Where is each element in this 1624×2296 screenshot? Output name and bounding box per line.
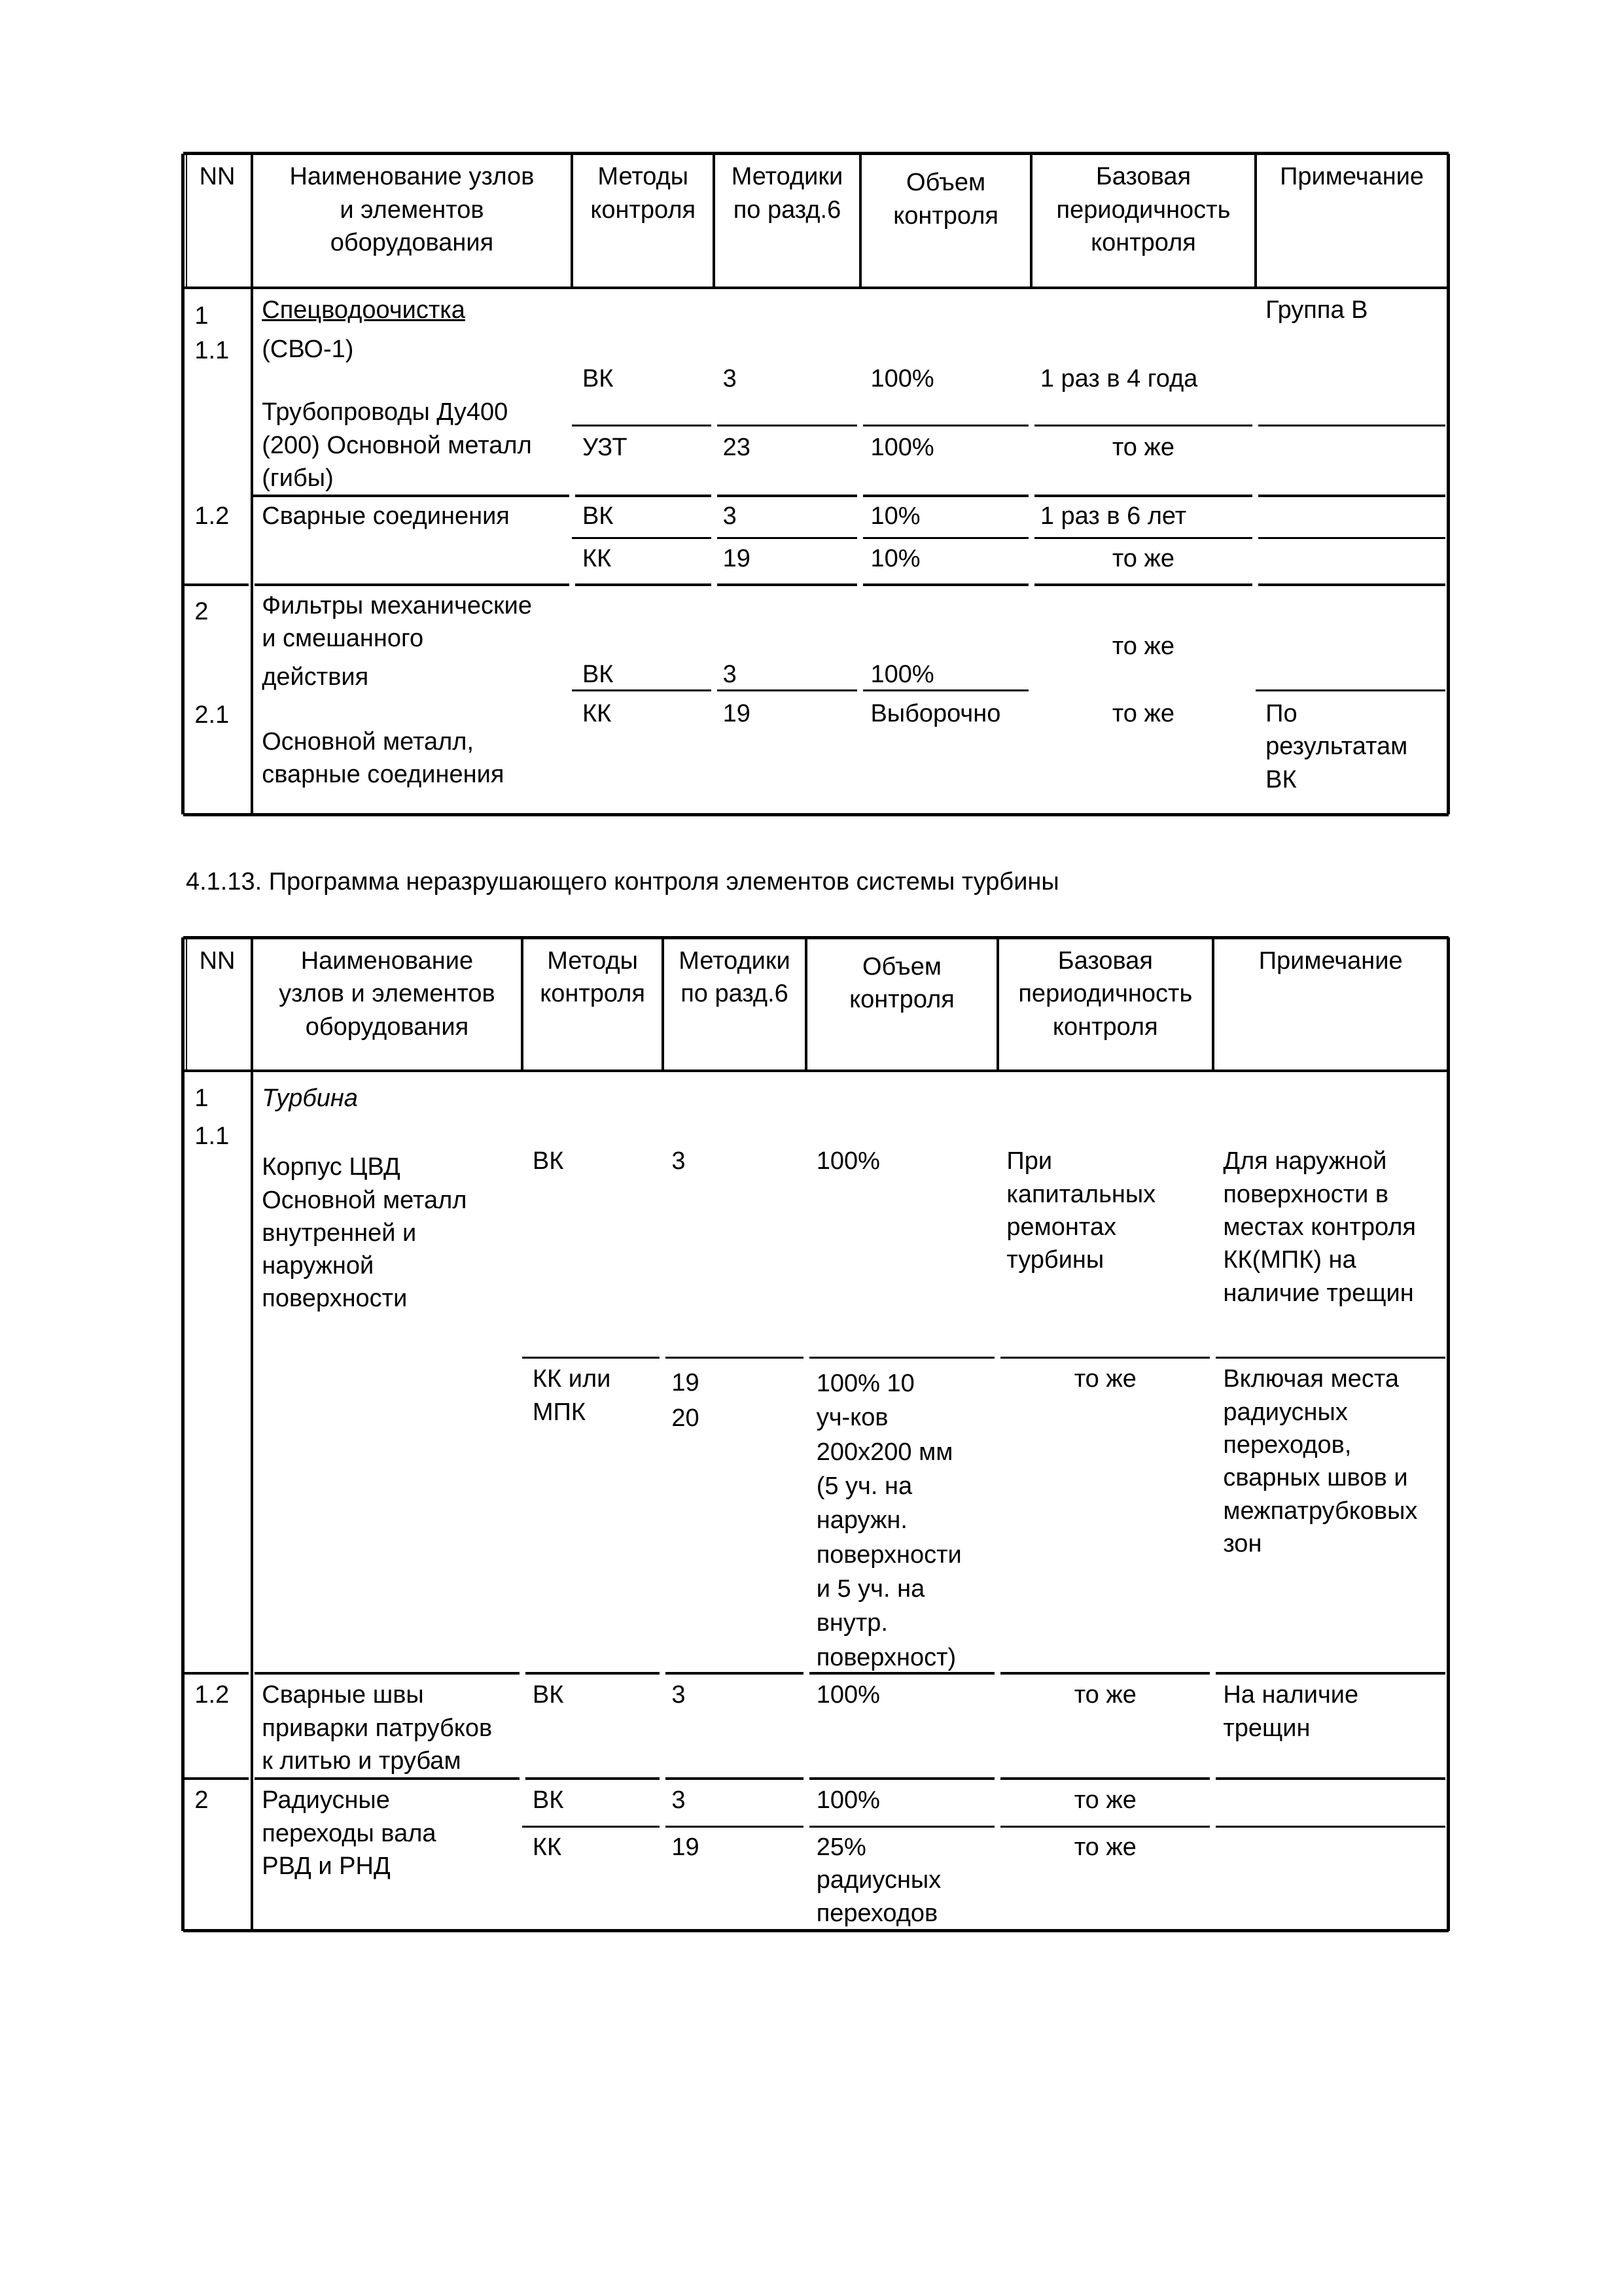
n12: 1.2 xyxy=(194,1681,230,1709)
column-header-note: Примечание xyxy=(1280,163,1424,191)
table-rule xyxy=(809,1777,995,1780)
table-rule xyxy=(183,936,1449,939)
n21: 2.1 xyxy=(194,701,230,729)
table-rule xyxy=(181,937,185,1930)
n2: 2 xyxy=(194,1786,209,1815)
table-rule xyxy=(183,152,1449,155)
column-header-volume: Объем контроля xyxy=(893,169,998,230)
r1-method: ВК xyxy=(582,364,614,392)
r3-period: 1 раз в 6 лет xyxy=(1040,502,1187,531)
table-rule xyxy=(575,583,711,586)
table-rule xyxy=(183,583,249,586)
r6-period: то же xyxy=(1112,700,1175,728)
table-rule xyxy=(1256,689,1446,691)
r3-method: ВК xyxy=(582,502,614,531)
table-rule xyxy=(717,689,858,691)
table-rule xyxy=(1258,425,1445,426)
r1-volume: 100% xyxy=(870,364,934,392)
item2-name-end: действия xyxy=(262,663,369,691)
table-rule xyxy=(572,425,711,426)
column-header-period: Базовая периодичность контроля xyxy=(1018,947,1193,1041)
table-rule xyxy=(575,495,711,497)
r1-methodic: 3 xyxy=(722,364,737,392)
table-rule xyxy=(1212,937,1214,1070)
section-caption: 4.1.13. Программа неразрушающего контроля элементов системы турбины xyxy=(185,868,1059,896)
r1-note: Для наружной поверхности в местах контроля КК(МПК) на наличие трещин xyxy=(1223,1147,1416,1307)
r3-methodic: 3 xyxy=(671,1681,686,1709)
table-rule xyxy=(1216,1672,1445,1675)
column-header-note: Примечание xyxy=(1258,947,1403,975)
table-rule xyxy=(183,1672,249,1675)
column-header-methodics: Методики по разд.6 xyxy=(679,947,790,1008)
table-rule xyxy=(251,288,253,814)
item12-name: Сварные швы приварки патрубков к литью и трубам xyxy=(262,1681,493,1775)
table-rule xyxy=(1254,154,1257,288)
r4-methodic: 19 xyxy=(722,545,750,572)
n11: 1.1 xyxy=(194,1122,230,1151)
table-rule xyxy=(186,154,187,288)
table-rule xyxy=(809,1826,995,1828)
r3-method: ВК xyxy=(532,1681,564,1709)
item2-name: Фильтры механические и смешанного xyxy=(262,591,533,652)
table-rule xyxy=(525,1777,660,1780)
table-rule xyxy=(665,1777,803,1780)
r5-methodic: 19 xyxy=(671,1833,699,1861)
table-rule xyxy=(1216,1357,1445,1359)
table-rule xyxy=(183,1070,1449,1072)
group-name: Спецводоочистка xyxy=(262,296,465,324)
table-rule xyxy=(1034,583,1252,586)
r4-volume: 100% xyxy=(816,1786,880,1815)
table-rule xyxy=(809,1357,995,1359)
n1: 1 xyxy=(194,302,209,330)
group-note: Группа В xyxy=(1265,296,1368,324)
table-rule xyxy=(863,495,1029,497)
r2-method: УЗТ xyxy=(582,434,627,462)
column-header-nn: NN xyxy=(199,163,236,191)
r4-method: ВК xyxy=(532,1786,564,1815)
table-rule xyxy=(662,937,664,1070)
table-rule xyxy=(1216,1777,1445,1780)
table-rule xyxy=(255,583,569,586)
r3-volume: 10% xyxy=(870,502,921,531)
r5-method: КК xyxy=(532,1833,562,1861)
table-rule xyxy=(1258,495,1445,497)
table-rule xyxy=(521,937,523,1070)
r1-methodic: 3 xyxy=(671,1147,686,1175)
r5-volume: 25% радиусных переходов xyxy=(816,1833,942,1927)
table-rule xyxy=(522,1357,660,1359)
table-rule xyxy=(713,154,715,288)
n1: 1 xyxy=(194,1085,209,1113)
n2: 2 xyxy=(194,597,209,625)
table-rule xyxy=(255,1777,520,1780)
table-rule xyxy=(1447,937,1450,1930)
r5-period: то же xyxy=(1074,1833,1137,1861)
r2-methodic: 19 20 xyxy=(671,1369,699,1433)
r3-period: то же xyxy=(1074,1681,1137,1709)
r1-volume: 100% xyxy=(816,1147,880,1175)
r6-volume: Выборочно xyxy=(870,700,1001,728)
item21-name: Основной металл, сварные соединения xyxy=(262,727,504,788)
r2-methodic: 23 xyxy=(722,434,750,462)
column-header-methods: Методы контроля xyxy=(540,947,645,1008)
r1-period: 1 раз в 4 года xyxy=(1040,364,1198,392)
table-rule xyxy=(1034,537,1252,539)
table-rule xyxy=(717,583,858,586)
table-rule xyxy=(251,154,253,288)
column-header-nn: NN xyxy=(199,947,236,975)
r3-volume: 100% xyxy=(816,1681,880,1709)
table-rule xyxy=(1034,495,1252,497)
table-rule xyxy=(717,495,858,497)
r4-method: КК xyxy=(582,545,612,572)
table-rule xyxy=(665,1357,803,1359)
table-rule xyxy=(251,937,253,1070)
item2-name: Радиусные переходы вала РВД и РНД xyxy=(262,1786,436,1881)
table-rule xyxy=(1216,1826,1445,1828)
table-rule xyxy=(665,1826,803,1828)
group-sub: (СВО-1) xyxy=(262,336,354,364)
table-rule xyxy=(186,937,187,1070)
table-rule xyxy=(1000,1777,1210,1780)
r5-volume: 100% xyxy=(870,660,934,688)
table-rule xyxy=(1034,425,1252,426)
table-rule xyxy=(183,813,1449,816)
table-rule xyxy=(251,1071,253,1931)
r6-method: КК xyxy=(582,700,612,728)
table-rule xyxy=(525,1672,660,1675)
r4-volume: 10% xyxy=(870,545,921,572)
r4-period: то же xyxy=(1112,545,1175,572)
r2-period: то же xyxy=(1074,1365,1137,1393)
column-header-methods: Методы контроля xyxy=(590,163,696,224)
r2-volume: 100% xyxy=(870,434,934,462)
r4-methodic: 3 xyxy=(671,1786,686,1815)
r6-methodic: 19 xyxy=(722,700,750,728)
table-rule xyxy=(1447,154,1450,815)
table-rule xyxy=(997,937,999,1070)
column-header-volume: Объем контроля xyxy=(849,952,955,1014)
n11: 1.1 xyxy=(194,337,230,365)
table-rule xyxy=(717,425,858,426)
item11-name: Трубопроводы Ду400 (200) Основной металл (гибы) xyxy=(262,398,532,493)
r2-volume: 100% 10 уч-ков 200х200 мм (5 уч. на наружн. поверхности и 5 уч. на внутр. поверхност) xyxy=(816,1370,962,1671)
item2-period: то же xyxy=(1112,633,1175,661)
table-rule xyxy=(859,154,862,288)
column-header-name: Наименование узлов и элементов оборудования xyxy=(289,163,535,257)
item12-name: Сварные соединения xyxy=(262,502,510,531)
table-rule xyxy=(522,1826,660,1828)
table-rule xyxy=(1000,1357,1210,1359)
r5-methodic: 3 xyxy=(722,660,737,688)
r2-period: то же xyxy=(1112,434,1175,462)
table-rule xyxy=(183,287,1449,289)
group-name: Турбина xyxy=(262,1085,358,1113)
table-rule xyxy=(863,425,1029,426)
r3-note: На наличие трещин xyxy=(1223,1681,1359,1742)
r6-note: По результатам ВК xyxy=(1265,700,1408,793)
r1-period: При капитальных ремонтах турбины xyxy=(1006,1147,1156,1274)
table-rule xyxy=(252,495,569,497)
table-rule xyxy=(255,1672,520,1675)
table-rule xyxy=(183,1777,249,1780)
r1-method: ВК xyxy=(532,1147,564,1175)
r5-method: ВК xyxy=(582,660,614,688)
table-rule xyxy=(1258,537,1445,539)
table-rule xyxy=(571,154,573,288)
table-rule xyxy=(665,1672,803,1675)
column-header-name: Наименование узлов и элементов оборудования xyxy=(279,947,495,1041)
column-header-methodics: Методики по разд.6 xyxy=(731,163,843,224)
column-header-period: Базовая периодичность контроля xyxy=(1056,163,1231,257)
table-rule xyxy=(1030,154,1033,288)
r4-period: то же xyxy=(1074,1786,1137,1815)
table-rule xyxy=(181,154,185,815)
table-rule xyxy=(1258,583,1445,586)
r3-methodic: 3 xyxy=(722,502,737,531)
table-rule xyxy=(717,537,858,539)
r2-method: КК или МПК xyxy=(532,1365,611,1426)
table-rule xyxy=(572,537,711,539)
table-rule xyxy=(863,583,1029,586)
r2-note: Включая места радиусных переходов, сварных швов и межпатрубковых зон xyxy=(1223,1365,1418,1557)
table-rule xyxy=(863,537,1029,539)
table-rule xyxy=(1000,1826,1210,1828)
n12: 1.2 xyxy=(194,502,230,531)
table-rule xyxy=(1000,1672,1210,1675)
table-rule xyxy=(805,937,807,1070)
table-rule xyxy=(183,1929,1449,1932)
item11-name: Корпус ЦВД Основной металл внутренней и наружной поверхности xyxy=(262,1153,467,1313)
